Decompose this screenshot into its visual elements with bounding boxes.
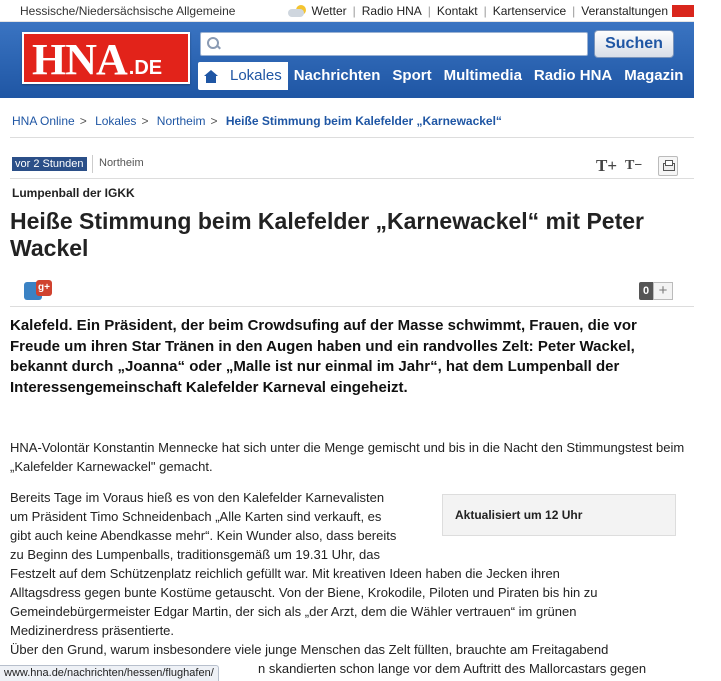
text-line: n skandierten schon lange vor dem Auftritt des Mallorcastars gegen <box>258 661 647 676</box>
time-badge: vor 2 Stunden <box>12 157 87 171</box>
browser-status-url: www.hna.de/nachrichten/hessen/flughafen/ <box>0 665 219 681</box>
main-nav <box>198 62 721 90</box>
nav-multimedia[interactable]: Multimedia <box>443 67 522 84</box>
sponsor-flag-icon <box>672 5 694 17</box>
social-share[interactable] <box>24 280 52 300</box>
breadcrumb-hna-online[interactable]: HNA Online <box>12 114 75 128</box>
text-line: Festzelt auf dem Schützenplatz reichlich gefüllt war. Mit kreativen Ideen haben die Jecken ihren <box>10 566 560 581</box>
link-wetter[interactable]: Wetter <box>311 4 347 18</box>
nav-radio-hna[interactable]: Radio HNA <box>533 67 613 84</box>
breadcrumb-lokales[interactable]: Lokales <box>95 114 137 128</box>
top-utility-bar <box>0 0 694 22</box>
article-headline: Heiße Stimmung beim Kalefelder „Karnewackel“ mit Peter Wackel <box>10 208 644 261</box>
link-radio-hna[interactable]: Radio HNA <box>361 4 422 18</box>
link-kartenservice[interactable]: Kartenservice <box>492 4 567 18</box>
nav-more[interactable]: An <box>695 67 716 84</box>
divider <box>10 137 694 138</box>
text-line: um Präsident Timo Schneidenbach „Alle Karten sind verkauft, es <box>10 509 382 524</box>
article-lead: Kalefeld. Ein Präsident, der beim Crowdsufing auf der Masse schwimmt, Frauen, die vor Freude um ihren Star Tränen in den Augen haben und ein randvolles Zelt: Peter Wackel, bekannt durch „Joanna“ oder „Malle ist nur einmal im Jahr“, hat dem Lumpenball der Interessengemeinschaft Kalefelder Karneval eingeheizt. <box>10 317 637 396</box>
google-plus-icon: g+ <box>36 280 52 296</box>
link-kontakt[interactable]: Kontakt <box>436 4 478 18</box>
article-paragraph: HNA-Volontär Konstantin Mennecke hat sich unter die Menge gemischt und bis in die Nacht den Stimmungstest beim „Kalefelder Karnewackel" gemacht. <box>10 440 685 474</box>
print-icon[interactable] <box>658 156 678 176</box>
utility-links: Wetter | Radio HNA | Kontakt | Kartenservice | Veranstaltungen <box>288 4 694 18</box>
link-veranstaltungen[interactable]: Veranstaltungen <box>581 4 668 18</box>
text-line: Medizinerdress präsentierte. <box>10 623 175 638</box>
divider <box>10 178 694 179</box>
nav-home[interactable] <box>198 62 224 90</box>
publisher-name: Hessische/Niedersächsische Allgemeine <box>20 4 236 18</box>
breadcrumb-northeim[interactable]: Northeim <box>156 114 206 128</box>
share-count: 0 <box>639 282 653 300</box>
share-counter[interactable] <box>639 282 673 300</box>
text-line: Über den Grund, warum insbesondere viele junge Menschen das Zelt füllten, brauchte am Freitagabend <box>10 642 609 657</box>
search-box <box>200 32 588 56</box>
nav-lokales[interactable]: Lokales <box>224 62 288 90</box>
article-tools <box>596 156 678 176</box>
text-line: gibt auch keine Abendkasse mehr“. Kein Wunder also, dass bereits <box>10 528 397 543</box>
search-button[interactable]: Suchen <box>594 30 674 58</box>
font-smaller-button[interactable]: T− <box>625 158 643 173</box>
plus-icon[interactable]: + <box>653 282 673 300</box>
breadcrumb-current: Heiße Stimmung beim Kalefelder „Karnewackel“ <box>225 114 502 128</box>
breadcrumb: HNA Online > Lokales > Northeim > Heiße Stimmung beim Kalefelder „Karnewackel“ <box>12 114 502 128</box>
hna-logo[interactable] <box>22 32 190 84</box>
update-info-box: Aktualisiert um 12 Uhr <box>442 494 676 536</box>
divider <box>10 306 694 307</box>
text-line: Bereits Tage im Voraus hieß es von den Kalefelder Karnevalisten <box>10 490 385 505</box>
partly-cloudy-icon <box>288 5 308 18</box>
nav-nachrichten[interactable]: Nachrichten <box>293 67 381 84</box>
site-header <box>0 22 716 98</box>
search-icon <box>207 37 219 49</box>
nav-magazin[interactable]: Magazin <box>624 67 684 84</box>
text-line: zu Beginn des Lumpenballs, traditionsgemäß um 19.31 Uhr, das <box>10 547 380 562</box>
search-input[interactable] <box>223 35 583 53</box>
nav-sport[interactable]: Sport <box>392 67 432 84</box>
text-line: Alltagsdress gegen bunte Kostüme getauscht. Von der Biene, Krokodile, Piloten und Piraten bis hin zu <box>10 585 598 600</box>
text-line: Gemeindebürgermeister Edgar Martin, der sich als „der Arzt, dem die Wähler vertrauen“ im grünen <box>10 604 577 619</box>
article-kicker: Lumpenball der IGKK <box>12 186 135 200</box>
logo-tld: .DE <box>128 57 163 79</box>
logo-text: HNA <box>32 35 127 84</box>
home-icon <box>204 70 218 83</box>
font-bigger-button[interactable]: T+ <box>596 156 618 175</box>
divider <box>92 155 93 173</box>
location-label: Northeim <box>99 157 144 169</box>
